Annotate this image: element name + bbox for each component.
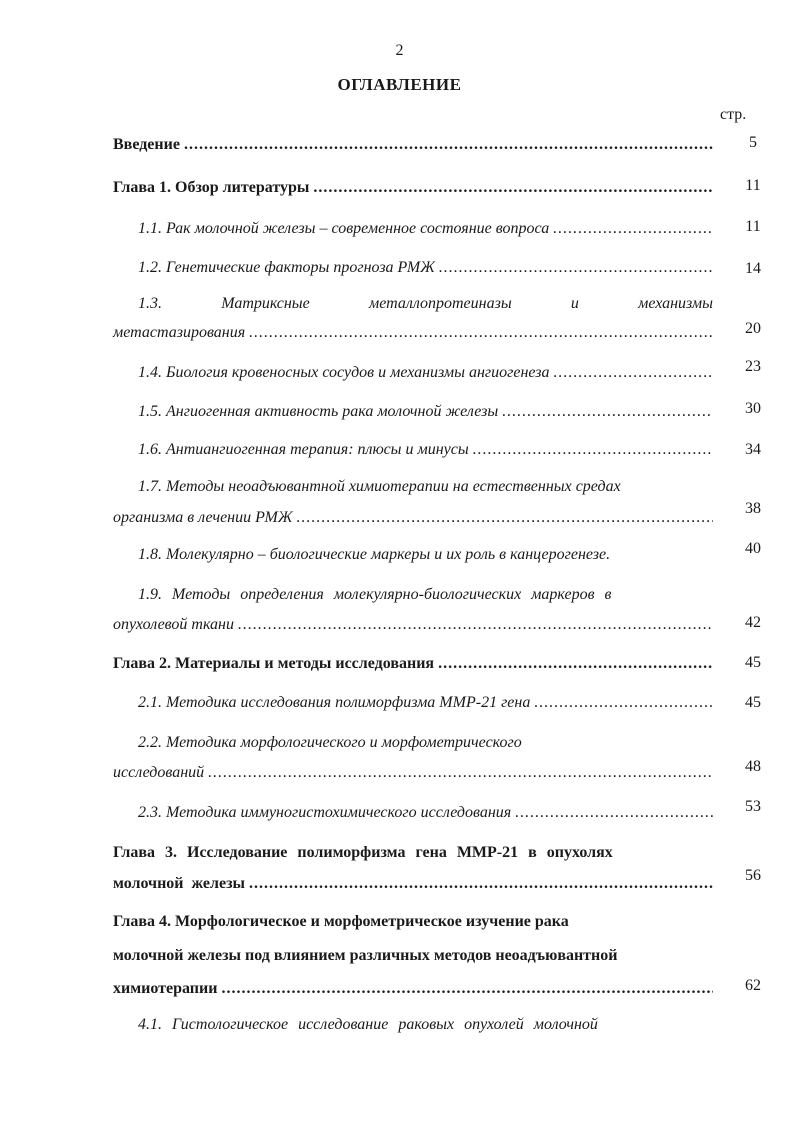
dot-leader <box>515 804 713 822</box>
toc-entry-1-5[interactable]: 1.5. Ангиогенная активность рака молочной железы ..... <box>138 399 713 421</box>
toc-entry-1-4[interactable]: 1.4. Биология кровеносных сосудов и механизмы ангиогенеза ..... <box>138 360 713 382</box>
toc-entry-chapter-4-line1[interactable]: Глава 4. Морфологическое и морфометрическое изучение рака <box>113 913 569 930</box>
toc-entry-intro[interactable]: Введение ..... <box>113 132 713 154</box>
dot-leader <box>534 694 713 712</box>
toc-entry-1-8[interactable]: 1.8. Молекулярно – биологические маркеры и их роль в канцерогенезе. <box>138 546 611 563</box>
toc-entry-1-7-line1[interactable]: 1.7. Методы неоадъювантной химиотерапии на естественных средах <box>138 478 621 495</box>
toc-page-1-7: 38 <box>745 500 761 517</box>
toc-entry-1-2[interactable]: 1.2. Генетические факторы прогноза РМЖ ..... <box>138 255 713 277</box>
toc-page-1-3: 20 <box>745 320 761 337</box>
toc-page-1-1: 11 <box>745 218 761 235</box>
toc-entry-1-9-line1[interactable]: 1.9. Методы определения молекулярно-биологических маркеров в <box>138 586 612 603</box>
toc-page-chapter-4: 62 <box>745 977 761 994</box>
page-column-label: стр. <box>720 106 747 123</box>
dot-leader <box>208 764 713 782</box>
toc-entry-chapter-1[interactable]: Глава 1. Обзор литературы ..... <box>113 175 713 197</box>
toc-entry-1-3-line2[interactable]: метастазирования ..... <box>113 320 713 342</box>
toc-entry-chapter-3-line2[interactable]: молочной железы ..... <box>113 871 713 893</box>
toc-entry-2-3[interactable]: 2.3. Методика иммуногистохимического исследования ..... <box>138 800 713 822</box>
page-title: ОГЛАВЛЕНИЕ <box>337 75 462 94</box>
dot-leader <box>502 403 713 421</box>
toc-entry-2-2-line2[interactable]: исследований ..... <box>113 760 713 782</box>
toc-page-chapter-1: 11 <box>745 177 761 194</box>
dot-leader <box>238 616 713 634</box>
toc-entry-1-6[interactable]: 1.6. Антиангиогенная терапия: плюсы и минусы ..... <box>138 437 713 459</box>
page-number: 2 <box>395 42 404 59</box>
toc-page-intro: 5 <box>749 134 757 151</box>
toc-entry-chapter-4-line3[interactable]: химиотерапии ..... <box>113 976 713 998</box>
toc-entry-2-1[interactable]: 2.1. Методика исследования полиморфизма ММР-21 гена ..... <box>138 690 713 712</box>
dot-leader <box>184 136 713 154</box>
toc-page-2-1: 45 <box>745 694 761 711</box>
dot-leader <box>439 259 713 277</box>
toc-entry-4-1[interactable]: 4.1. Гистологическое исследование раковых опухолей молочной <box>138 1016 598 1033</box>
dot-leader <box>221 980 713 998</box>
toc-page-2-2: 48 <box>745 758 761 775</box>
toc-entry-1-1[interactable]: 1.1. Рак молочной железы – современное состояние вопроса ..... <box>138 216 713 238</box>
toc-entry-chapter-2[interactable]: Глава 2. Материалы и методы исследования ..... <box>113 651 713 673</box>
dot-leader <box>473 441 713 459</box>
toc-entry-1-9-line2[interactable]: опухолевой ткани ..... <box>113 612 713 634</box>
toc-page-1-4: 23 <box>745 358 761 375</box>
toc-entry-chapter-3-line1[interactable]: Глава 3. Исследование полиморфизма гена ММР-21 в опухолях <box>113 844 613 861</box>
dot-leader <box>313 179 713 197</box>
toc-entry-chapter-4-line2[interactable]: молочной железы под влиянием различных методов неоадъювантной <box>113 947 618 964</box>
toc-entry-2-2-line1[interactable]: 2.2. Методика морфологического и морфометрического <box>138 734 522 751</box>
dot-leader <box>249 875 713 893</box>
dot-leader <box>553 220 713 238</box>
toc-page-chapter-2: 45 <box>745 654 761 671</box>
toc-page-1-2: 14 <box>745 260 761 277</box>
toc-page-1-8: 40 <box>745 540 761 557</box>
dot-leader <box>438 655 713 673</box>
toc-entry-1-3-line1[interactable]: 1.3. Матриксные металлопротеиназы и механизмы <box>138 295 713 312</box>
dot-leader <box>249 324 713 342</box>
toc-page-2-3: 53 <box>745 798 761 815</box>
toc-page-1-6: 34 <box>745 441 761 458</box>
toc-page-chapter-3: 56 <box>745 867 761 884</box>
toc-page-1-9: 42 <box>745 614 761 631</box>
toc-page-1-5: 30 <box>745 400 761 417</box>
dot-leader <box>296 509 713 527</box>
toc-entry-1-7-line2[interactable]: организма в лечении РМЖ ..... <box>113 505 713 527</box>
dot-leader <box>554 364 713 382</box>
